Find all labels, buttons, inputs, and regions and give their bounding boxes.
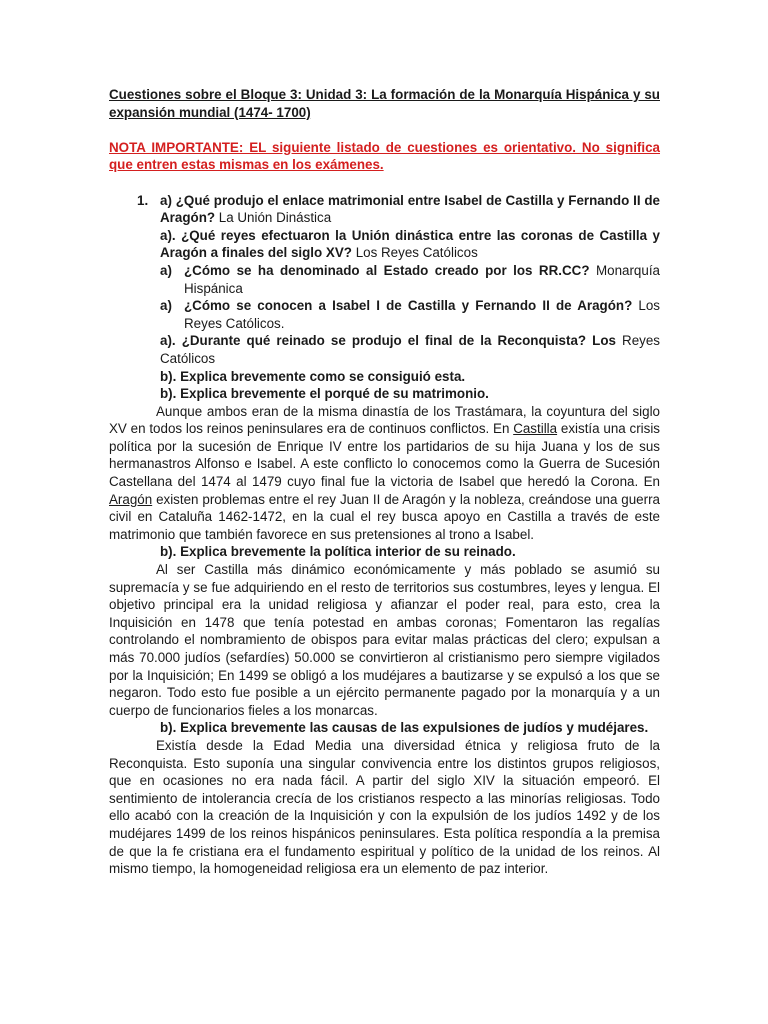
question-text: ¿Cómo se conocen a Isabel I de Castilla y Fernando II de Aragón? [184, 298, 633, 314]
answer-text: Monarquía Hispánica [184, 262, 660, 296]
question-text: a). ¿Qué reyes efectuaron la Unión dinástica entre las coronas de Castilla y Aragón a finales del siglo XV? [160, 227, 660, 261]
question-list [109, 192, 660, 878]
question-text: a) ¿Qué produjo el enlace matrimonial entre Isabel de Castilla y Fernando II de Aragón? [160, 192, 660, 226]
link-aragon[interactable]: Aragón [109, 491, 153, 507]
important-note: NOTA IMPORTANTE: EL siguiente listado de cuestiones es orientativo. No significa que entren estas mismas en los exámenes. [109, 139, 660, 173]
question-5 [109, 332, 660, 367]
question-text: ¿Cómo se ha denominado al Estado creado por los RR.CC? [184, 262, 590, 278]
answer-text: La Unión Dinástica [215, 210, 332, 226]
question-text: a). ¿Durante qué reinado se produjo el final de la Reconquista? Los [160, 333, 616, 349]
answer-paragraph-2: Al ser Castilla más dinámico económicamente y más poblado se asumió su supremacía y se fue adquiriendo en el resto de territorios sus costumbres, leyes y lengua. El objetivo principal era la unidad religiosa y afianzar el poder real, para esto, crea la Inquisición en 1478 que tenía potestad en ambas coronas; Fomentaron las regalías controlando el nombramiento de obispos para evitar malas prácticas del clero; expulsan a más 70.000 judíos (sefardíes) 50.000 se convirtieron al cristianismo pero siempre vigilados por la Inquisición; En 1499 se obligó a los mudéjares a bautizarse y se expulsó a los que se negaron. Todo esto fue posible a un ejército permanente pagado por la monarquía y a un cuerpo de funcionarios fieles a los monarcas. [109, 562, 660, 718]
question-2 [109, 227, 660, 262]
question-9: b). Explica brevemente las causas de las expulsiones de judíos y mudéjares. [160, 720, 649, 736]
answer-paragraph-3: Existía desde la Edad Media una diversidad étnica y religiosa fruto de la Reconquista. Esto suponía una singular convivencia entre los distintos grupos religiosos, que en ocasiones no era nada fácil. A partir del siglo XIV la situación empeoró. El sentimiento de intolerancia crecía de los cristianos respecto a las minorías religiosas. Todo ello acabó con la creación de la Inquisición y con la expulsión de los judíos 1492 y de los mudéjares 1499 de los reinos hispánicos peninsulares. Esta política respondía a la premisa de que la fe cristiana era el fundamento espiritual y político de la unidad de los reinos. Al mismo tiempo, la homogeneidad religiosa era un elemento de paz interior. [109, 737, 660, 877]
document-page [109, 86, 660, 878]
question-4 [109, 297, 660, 332]
answer-text: Reyes Católicos [160, 333, 660, 366]
question-label: a) [160, 262, 172, 278]
question-number: 1. [137, 192, 149, 208]
question-1 [109, 192, 660, 227]
answer-text: Los Reyes Católicos. [184, 298, 661, 331]
answer-paragraph-1: Aunque ambos eran de la misma dinastía de los Trastámara, la coyuntura del siglo XV en todos los reinos peninsulares era de continuos conflictos. En Castilla existía una crisis política por la sucesión de Enrique IV entre los partidarios de su hija Juana y los de sus hermanastros Alfonso e Isabel. A este conflicto lo conocemos como la Guerra de Sucesión Castellana del 1474 al 1479 cuyo final fue la victoria de Isabel que heredó la Corona. En Aragón existen problemas entre el rey Juan II de Aragón y la nobleza, creándose una guerra civil en Cataluña 1462-1472, en la cual el rey busca apoyo en Castilla a través de este matrimonio que también favorece en sus pretensiones al trono a Isabel. [109, 403, 660, 542]
document-title: Cuestiones sobre el Bloque 3: Unidad 3: La formación de la Monarquía Hispánica y su expansión mundial (1474- 1700) [109, 87, 660, 120]
question-6: b). Explica brevemente como se consiguió esta. [160, 368, 466, 384]
answer-text: Los Reyes Católicos [351, 245, 478, 261]
question-label: a) [160, 298, 172, 314]
question-7: b). Explica brevemente el porqué de su matrimonio. [160, 386, 489, 402]
link-castilla[interactable]: Castilla [513, 421, 558, 437]
question-3 [109, 262, 660, 297]
question-8: b). Explica brevemente la política interior de su reinado. [160, 544, 516, 560]
